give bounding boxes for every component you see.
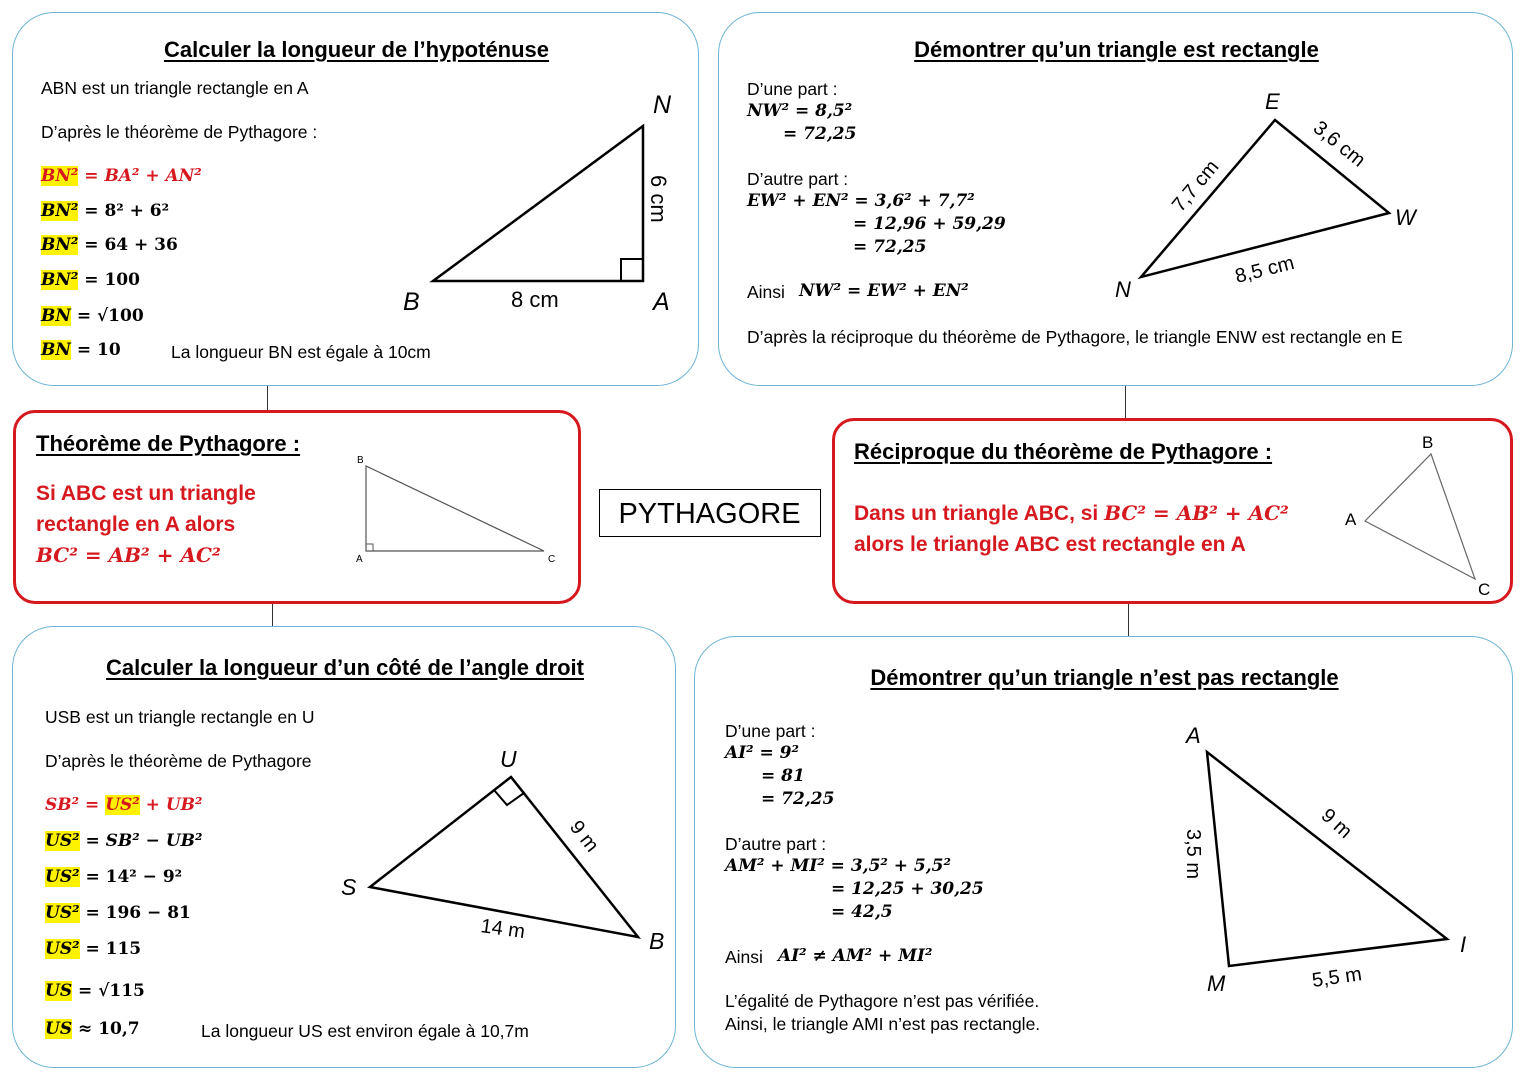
vertex-b-label: B [357,455,364,466]
vertex-c-label: C [548,554,556,565]
triangle-abc-figure [16,413,584,607]
card-right-angle-side [12,626,676,1068]
side-mi-label: 5,5 m [1310,963,1364,992]
conclusion-line-2: Ainsi, le triangle AMI n’est pas rectangle. [725,1014,1041,1034]
reciprocal-line-1: Dans un triangle ABC, si BC² = AB² + AC² [854,501,1289,525]
side-ew-label: 3,6 cm [1308,116,1370,172]
vertex-n-label: N [653,91,672,119]
part2-line-2: = 12,25 + 30,25 [831,879,984,899]
vertex-w-label: W [1395,205,1416,230]
conclusion-line-1: L’égalité de Pythagore n’est pas vérifiée. [725,991,1040,1011]
step-5: BN = √100 [41,306,144,326]
vertex-a-label: A [1345,510,1357,529]
step-3: BN² = 64 + 36 [41,235,178,255]
vertex-c-label: C [1478,580,1491,599]
card-title: Calculer la longueur d’un côté de l’angle droit [106,655,584,680]
triangle-enw-figure [719,13,1514,387]
card-title: Réciproque du théorème de Pythagore : [854,439,1273,464]
vertex-m-label: M [1207,971,1226,996]
theorem-formula: BC² = AB² + AC² [36,543,221,567]
triangle-usb-figure [13,627,677,1069]
step-5: US² = 115 [45,939,142,959]
conclusion-text: La longueur BN est égale à 10cm [171,342,431,362]
thus-label: Ainsi [725,947,763,967]
vertex-s-label: S [341,874,357,900]
part2-label: D’autre part : [747,169,849,189]
part2-line-1: AM² + MI² = 3,5² + 5,5² [725,856,951,876]
side-nw-label: 8,5 cm [1232,251,1297,288]
step-6: BN = 10 [41,340,121,360]
side-ne-label: 7,7 cm [1167,156,1224,217]
intro-text: USB est un triangle rectangle en U [45,707,315,727]
step-4: US² = 196 − 81 [45,903,191,923]
theorem-line-2: rectangle en A alors [36,513,236,536]
thus-label: Ainsi [747,282,785,302]
thus-formula: AI² ≠ AM² + MI² [778,946,933,966]
vertex-a-label: A [356,554,363,565]
connector-bottom-left [272,604,273,626]
side-sb-label: 14 m [479,915,527,944]
vertex-b-label: B [1422,433,1434,452]
card-prove-not-right [694,636,1513,1068]
center-title-box [599,489,821,537]
card-title: Démontrer qu’un triangle est rectangle [914,37,1319,62]
vertex-a-label: A [1186,723,1201,748]
vertex-i-label: I [1460,932,1467,957]
side-ba-label: 8 cm [511,287,559,312]
step-3: US² = 14² − 9² [45,867,183,887]
center-title: PYTHAGORE [618,498,801,530]
connector-bottom-right [1128,604,1129,636]
card-title: Démontrer qu’un triangle n’est pas rectangle [870,665,1339,690]
vertex-n-label: N [1115,277,1131,302]
thus-formula: NW² = EW² + EN² [799,281,969,301]
step-1: SB² = US² + UB² [45,795,203,815]
step-4: BN² = 100 [41,270,140,290]
part2-line-2: = 12,96 + 59,29 [853,214,1006,234]
side-am-label: 3,5 m [1182,829,1204,880]
part2-label: D’autre part : [725,834,827,854]
card-title: Théorème de Pythagore : [36,431,301,456]
side-an-label: 6 cm [646,175,671,223]
part1-label: D’une part : [747,79,838,99]
step-6: US = √115 [45,981,145,1001]
triangle-abc-figure [835,421,1516,607]
part1-line-3: = 72,25 [761,789,835,809]
theorem-line-1: Si ABC est un triangle [36,482,256,505]
conclusion-text: La longueur US est environ égale à 10,7m [201,1021,529,1041]
part1-line-2: = 81 [761,766,805,786]
part2-line-3: = 42,5 [831,902,893,922]
conclusion-text: D’après la réciproque du théorème de Pythagore, le triangle ENW est rectangle en E [747,327,1403,347]
side-ub-label: 9 m [565,816,603,857]
triangle-ami-figure [695,637,1514,1069]
vertex-e-label: E [1265,89,1280,114]
part2-line-3: = 72,25 [853,237,927,257]
intro-text: ABN est un triangle rectangle en A [41,78,309,98]
card-theorem [13,410,581,604]
step-7: US ≈ 10,7 [45,1019,140,1039]
card-reciprocal [832,418,1513,604]
card-prove-right [718,12,1513,386]
connector-top-left [267,386,268,410]
vertex-a-label: A [653,288,670,316]
reciprocal-line-2: alors le triangle ABC est rectangle en A [854,533,1246,556]
part1-line-2: = 72,25 [783,124,857,144]
card-title: Calculer la longueur de l’hypoténuse [163,37,550,62]
vertex-u-label: U [500,746,517,772]
theorem-reference: D’après le théorème de Pythagore : [41,122,318,142]
side-ai-label: 9 m [1316,804,1357,844]
step-2: BN² = 8² + 6² [41,201,170,221]
vertex-b-label: B [649,928,665,954]
step-1: BN² = BA² + AN² [41,166,202,186]
card-hypotenuse [12,12,699,386]
part2-line-1: EW² + EN² = 3,6² + 7,7² [747,191,975,211]
triangle-abn-figure [13,13,700,387]
theorem-reference: D’après le théorème de Pythagore [45,751,312,771]
part1-label: D’une part : [725,721,816,741]
part1-line-1: NW² = 8,5² [747,101,853,121]
vertex-b-label: B [403,288,420,316]
part1-line-1: AI² = 9² [725,743,799,763]
connector-top-right [1125,386,1126,418]
step-2: US² = SB² − UB² [45,831,203,851]
